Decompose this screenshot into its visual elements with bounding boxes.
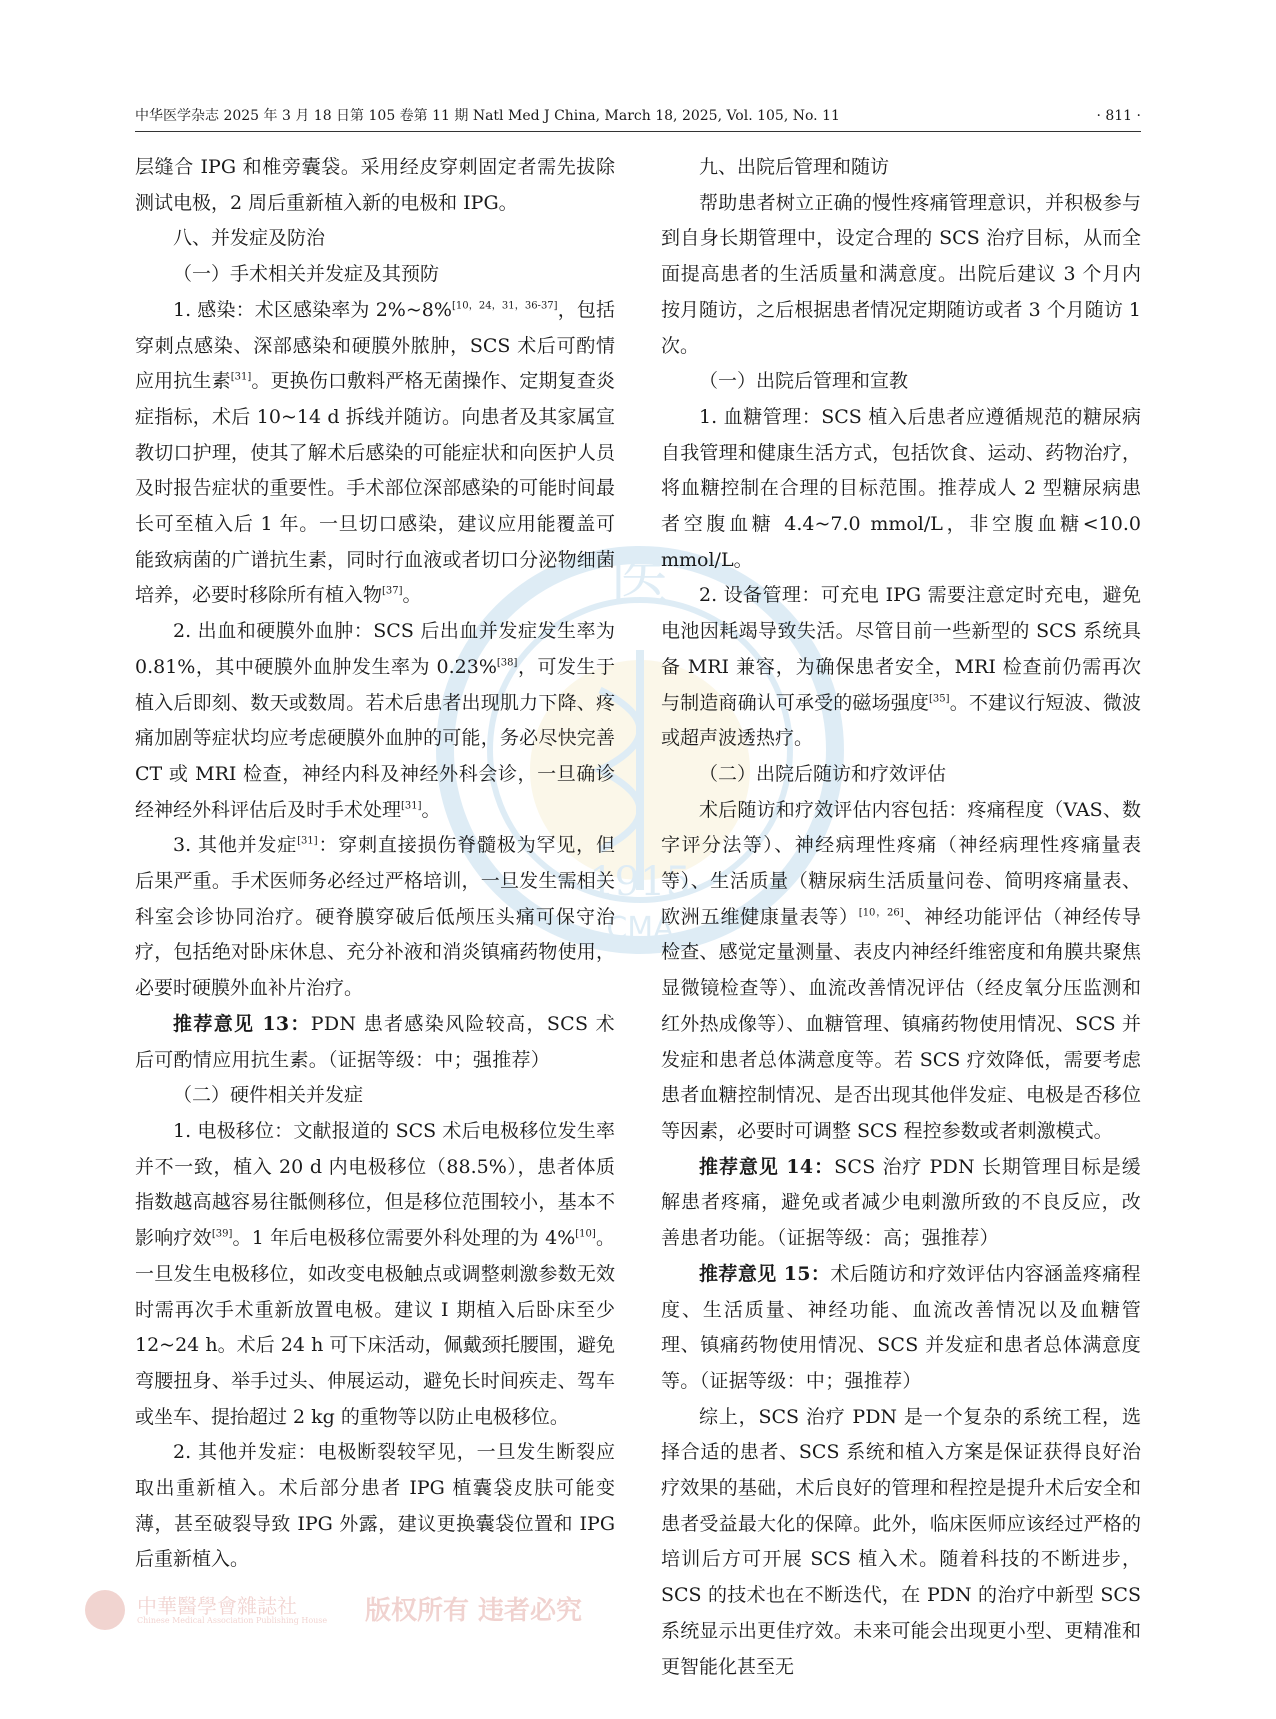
paragraph-lead-migration: 1. 电极移位：文献报道的 SCS 术后电极移位发生率并不一致，植入 20 d 内电极移位（88.5%），患者体质指数越高越容易往骶侧移位，但是移位范围较小，基本不影响疗效[39]。1 年后电极移位需要外科处理的为 4%[10]。一旦发生电极移位，如改变电极触点或调整刺激参数无效时需再次手术重新放置电极。建议 Ⅰ 期植入后卧床至少 12~24 h。术后 24 h 可下床活动，佩戴颈托腰围，避免弯腰扭身、举手过头、伸展运动，避免长时间疾走、驾车或坐车、提抬超过 2 kg 的重物等以防止电极移位。 [135, 1119, 615, 1428]
paragraph-hardware-other: 2. 其他并发症：电极断裂较罕见，一旦发生断裂应取出重新植入。术后部分患者 IPG 植囊袋皮肤可能变薄，甚至破裂导致 IPG 外露，建议更换囊袋位置和 IPG 后重新植入。 [135, 1441, 615, 1571]
citation: [10] [575, 1228, 596, 1240]
watermark-char: 医 [610, 545, 670, 615]
subsection-heading-evaluation: （二）出院后随访和疗效评估 [699, 762, 947, 785]
journal-citation: 中华医学杂志 2025 年 3 月 18 日第 105 卷第 11 期 Natl Med J China, March 18, 2025, Vol. 105, No. 11 [135, 108, 840, 124]
paragraph-device: 2. 设备管理：可充电 IPG 需要注意定时充电，避免电池因耗竭导致失活。尽管目前一些新型的 SCS 系统具备 MRI 兼容，为确保患者安全，MRI 检查前仍需再次与制造商确认可承受的磁场强度[35]。不建议行短波、微波或超声波透热疗。 [661, 584, 1141, 750]
running-header [135, 104, 1141, 128]
paragraph-glucose: 1. 血糖管理：SCS 植入后患者应遵循规范的糖尿病自我管理和健康生活方式，包括饮食、运动、药物治疗，将血糖控制在合理的目标范围。推荐成人 2 型糖尿病患者空腹血糖 4.4~7.0 mmol/L，非空腹血糖<10.0 mmol/L。 [661, 405, 1141, 571]
citation: [10，26] [858, 907, 904, 919]
header-rule [135, 131, 1141, 132]
left-column [135, 150, 615, 1578]
paragraph-summary: 综上，SCS 治疗 PDN 是一个复杂的系统工程，选择合适的患者、SCS 系统和植入方案是保证获得良好治疗效果的基础，术后良好的管理和程控是提升术后安全和患者受益最大化的保障。此外，临床医师应该经过严格的培训后方可开展 SCS 植入术。随着科技的不断进步，SCS 的技术也在不断迭代，在 PDN 的治疗中新型 SCS 系统显示出更佳疗效。未来可能会出现更小型、更精准和更智能化甚至无 [661, 1405, 1141, 1678]
citation: [31] [230, 371, 252, 383]
publisher-name: 中華醫學會雜誌社 [137, 1594, 297, 1618]
paragraph-evaluation: 术后随访和疗效评估内容包括：疼痛程度（VAS、数字评分法等）、神经病理性疼痛（神经病理性疼痛量表等）、生活质量（糖尿病生活质量问卷、简明疼痛量表、欧洲五维健康量表等）[10，26]、神经功能评估（神经传导检查、感觉定量测量、表皮内神经纤维密度和角膜共聚焦显微镜检查等）、血流改善情况评估（经皮氧分压监测和红外热成像等）、血糖管理、镇痛药物使用情况、SCS 并发症和患者总体满意度等。若 SCS 疗效降低，需要考虑患者血糖控制情况、是否出现其他伴发症、电极是否移位等因素，必要时可调整 SCS 程控参数或者刺激模式。 [661, 798, 1141, 1142]
recommendation-14: 推荐意见 14：SCS 治疗 PDN 长期管理目标是缓解患者疼痛，避免或者减少电刺激所致的不良反应，改善患者功能。（证据等级：高；强推荐） [661, 1155, 1141, 1250]
citation: [38] [496, 657, 518, 669]
recommendation-13: 推荐意见 13：PDN 患者感染风险较高，SCS 术后可酌情应用抗生素。（证据等级：中；强推荐） [135, 1012, 615, 1071]
citation: [37] [382, 586, 403, 598]
watermark-year: 1915 [589, 859, 691, 905]
paragraph: 层缝合 IPG 和椎旁囊袋。采用经皮穿刺固定者需先拔除测试电极，2 周后重新植入新的电极和 IPG。 [135, 156, 615, 214]
page-number: · 811 · [1096, 108, 1141, 124]
publisher-name-en: Chinese Medical Association Publishing House [137, 1616, 328, 1625]
subsection-heading-hardware: （二）硬件相关并发症 [173, 1084, 364, 1107]
paragraph-intro: 帮助患者树立正确的慢性疼痛管理意识，并积极参与到自身长期管理中，设定合理的 SCS 治疗目标，从而全面提高患者的生活质量和满意度。出院后建议 3 个月内按月随访，之后根据患者情况定期随访或者 3 个月随访 1 次。 [661, 191, 1141, 357]
publisher-watermark [85, 1588, 583, 1634]
publisher-seal-icon [85, 1590, 125, 1630]
citation: [35] [929, 693, 950, 705]
section-heading-complications: 八、并发症及防治 [173, 227, 326, 250]
section-heading-followup: 九、出院后管理和随访 [699, 156, 890, 178]
right-column [661, 150, 1141, 1685]
citation: [39] [211, 1228, 233, 1240]
citation: [10，24，31，36-37] [451, 300, 558, 312]
paragraph-bleeding: 2. 出血和硬膜外血肿：SCS 后出血并发症发生率为 0.81%，其中硬膜外血肿发生率为 0.23%[38]，可发生于植入后即刻、数天或数周。若术后患者出现肌力下降、疼痛加剧等症状均应考虑硬膜外血肿的可能，务必尽快完善 CT 或 MRI 检查，神经内科及神经外科会诊，一旦确诊经神经外科评估后及时手术处理[31]。 [135, 620, 615, 821]
subsection-heading-management: （一）出院后管理和宣教 [699, 370, 909, 393]
paragraph-infection: 1. 感染：术区感染率为 2%~8%[10，24，31，36-37]，包括穿刺点感染、深部感染和硬膜外脓肿，SCS 术后可酌情应用抗生素[31]。更换伤口敷料严格无菌操作、定期复查炎症指标，术后 10~14 d 拆线并随访。向患者及其家属宣教切口护理，使其了解术后感染的可能症状和向医护人员及时报告症状的重要性。手术部位深部感染的可能时间最长可至植入后 1 年。一旦切口感染，建议应用能覆盖可能致病菌的广谱抗生素，同时行血液或者切口分泌物细菌培养，必要时移除所有植入物[37]。 [135, 298, 615, 607]
recommendation-15: 推荐意见 15：术后随访和疗效评估内容涵盖疼痛程度、生活质量、神经功能、血流改善情况以及血糖管理、镇痛药物使用情况、SCS 并发症和患者总体满意度等。（证据等级：中；强推荐） [661, 1262, 1141, 1392]
copyright-notice: 版权所有 违者必究 [365, 1596, 583, 1626]
watermark-text: CMA [606, 911, 674, 946]
paragraph-other-complications: 3. 其他并发症[31]：穿刺直接损伤脊髓极为罕见，但后果严重。手术医师务必经过严格培训，一旦发生需相关科室会诊协同治疗。硬脊膜穿破后低颅压头痛可保守治疗，包括绝对卧床休息、充分补液和消炎镇痛药物使用，必要时硬膜外血补片治疗。 [135, 834, 615, 1000]
citation: [31] [297, 836, 318, 848]
subsection-heading-surgical: （一）手术相关并发症及其预防 [173, 263, 440, 286]
citation: [31] [401, 800, 422, 812]
